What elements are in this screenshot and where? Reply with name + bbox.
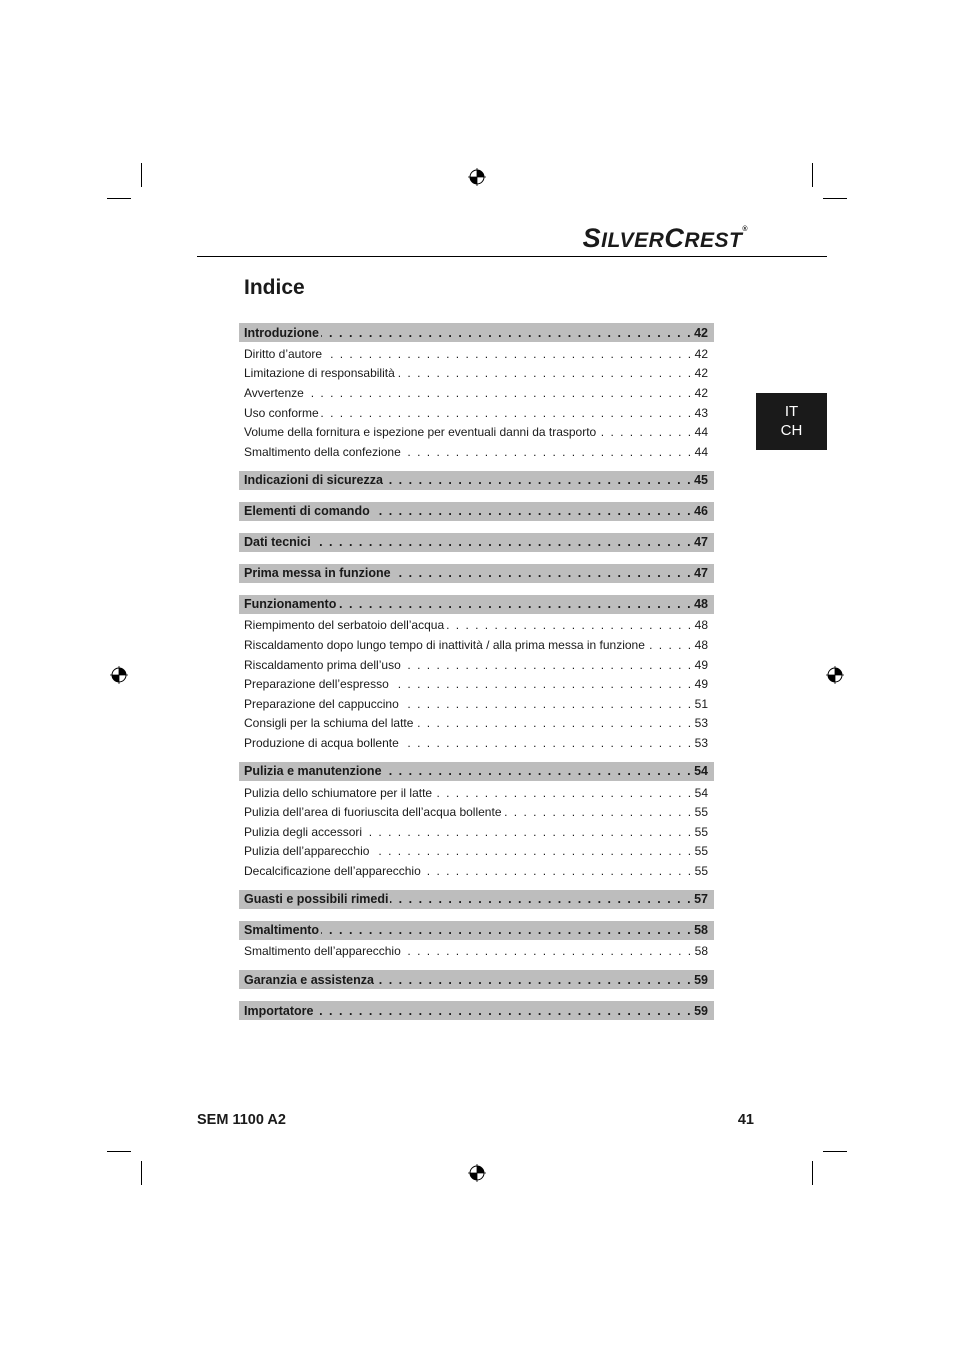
toc-leader-dots <box>321 326 692 340</box>
toc-entry-page: 54 <box>694 785 708 800</box>
toc-entry[interactable] <box>239 383 714 403</box>
toc-entry-page: 48 <box>694 618 708 633</box>
toc-section-title: Dati tecnici <box>244 535 311 550</box>
header-rule <box>197 256 827 257</box>
toc-leader-dots <box>393 566 693 580</box>
toc-entry[interactable] <box>239 364 714 384</box>
crop-mark <box>107 198 131 199</box>
toc-entry[interactable] <box>239 674 714 694</box>
toc-entry[interactable] <box>239 694 714 714</box>
registration-mark-icon <box>468 168 486 186</box>
table-of-contents <box>239 323 714 1032</box>
toc-entry[interactable] <box>239 655 714 675</box>
toc-section[interactable] <box>239 502 714 521</box>
toc-entry[interactable] <box>239 861 714 881</box>
toc-entry-page: 42 <box>694 346 708 361</box>
toc-entry-page: 55 <box>694 844 708 859</box>
toc-section-title: Funzionamento <box>244 597 337 612</box>
toc-leader-dots <box>401 736 693 750</box>
toc-entry-page: 48 <box>694 637 708 652</box>
toc-leader-dots <box>385 473 692 487</box>
toc-entry-title: Decalcificazione dell’apparecchio <box>244 863 421 878</box>
brand-logo: SILVERCREST® <box>582 223 748 253</box>
toc-entry-title: Riscaldamento prima dell’uso <box>244 657 401 672</box>
toc-leader-dots <box>364 825 693 839</box>
toc-entry-title: Produzione di acqua bollente <box>244 735 399 750</box>
toc-entry-title: Pulizia dello schiumatore per il latte <box>244 785 433 800</box>
toc-leader-dots <box>384 764 693 778</box>
registration-mark-icon <box>826 666 844 684</box>
toc-entry[interactable] <box>239 733 714 753</box>
toc-leader-dots <box>371 844 692 858</box>
toc-section[interactable] <box>239 890 714 909</box>
toc-leader-dots <box>321 406 693 420</box>
toc-leader-dots <box>372 504 692 518</box>
toc-entry-title: Preparazione dell’espresso <box>244 677 389 692</box>
crop-mark <box>141 163 142 187</box>
toc-leader-dots <box>647 638 693 652</box>
toc-entry-page: 49 <box>694 657 708 672</box>
toc-leader-dots <box>391 677 693 691</box>
toc-section-page: 45 <box>694 473 708 488</box>
toc-section-title: Garanzia e assistenza <box>244 972 374 987</box>
toc-entry[interactable] <box>239 942 714 962</box>
toc-entry-page: 49 <box>694 677 708 692</box>
toc-section-title: Importatore <box>244 1003 314 1018</box>
toc-entry[interactable] <box>239 344 714 364</box>
crop-mark <box>812 163 813 187</box>
toc-section-page: 54 <box>694 764 708 779</box>
toc-entry-page: 42 <box>694 385 708 400</box>
toc-leader-dots <box>403 658 693 672</box>
toc-entry[interactable] <box>239 842 714 862</box>
toc-entry-page: 53 <box>694 735 708 750</box>
toc-leader-dots <box>338 597 692 611</box>
language-tab <box>756 393 827 450</box>
toc-entry[interactable] <box>239 783 714 803</box>
toc-section-page: 46 <box>694 504 708 519</box>
toc-section[interactable] <box>239 970 714 989</box>
toc-leader-dots <box>403 445 693 459</box>
toc-entry-title: Pulizia degli accessori <box>244 824 363 839</box>
toc-section-page: 59 <box>694 1003 708 1018</box>
toc-entry[interactable] <box>239 822 714 842</box>
toc-entry-title: Limitazione di responsabilità <box>244 366 395 381</box>
toc-section-title: Elementi di comando <box>244 504 370 519</box>
toc-leader-dots <box>446 618 693 632</box>
toc-entry-page: 55 <box>694 805 708 820</box>
toc-section[interactable] <box>239 762 714 781</box>
toc-section-title: Smaltimento <box>244 923 320 938</box>
toc-section[interactable] <box>239 921 714 940</box>
toc-leader-dots <box>598 425 692 439</box>
toc-entry[interactable] <box>239 442 714 462</box>
toc-section-title: Indicazioni di sicurezza <box>244 473 383 488</box>
toc-leader-dots <box>315 1004 692 1018</box>
toc-entry-page: 51 <box>694 696 708 711</box>
toc-section-title: Introduzione <box>244 325 319 340</box>
toc-entry[interactable] <box>239 422 714 442</box>
crop-mark <box>823 198 847 199</box>
toc-section[interactable] <box>239 471 714 490</box>
toc-section-page: 47 <box>694 566 708 581</box>
crop-mark <box>812 1161 813 1185</box>
toc-entry-title: Volume della fornitura e ispezione per eventuali danni da trasporto <box>244 425 597 440</box>
language-code-ch: CH <box>780 422 803 439</box>
toc-leader-dots <box>415 716 692 730</box>
toc-entry-page: 43 <box>694 405 708 420</box>
toc-section-page: 48 <box>694 597 708 612</box>
toc-section-page: 57 <box>694 892 708 907</box>
toc-entry-title: Riempimento del serbatoio dell’acqua <box>244 618 445 633</box>
crop-mark <box>107 1151 131 1152</box>
toc-entry-title: Preparazione del cappuccino <box>244 696 399 711</box>
toc-leader-dots <box>434 786 693 800</box>
toc-section[interactable] <box>239 564 714 583</box>
toc-entry-title: Smaltimento della confezione <box>244 444 401 459</box>
toc-entry-title: Riscaldamento dopo lungo tempo di inattività / alla prima messa in funzione <box>244 637 645 652</box>
toc-section-title: Pulizia e manutenzione <box>244 764 382 779</box>
crop-mark <box>141 1161 142 1185</box>
toc-entry-page: 55 <box>694 863 708 878</box>
toc-entry[interactable] <box>239 616 714 636</box>
toc-section[interactable] <box>239 1001 714 1020</box>
toc-entry-page: 44 <box>694 425 708 440</box>
toc-entry-title: Uso conforme <box>244 405 319 420</box>
toc-entry-page: 53 <box>694 716 708 731</box>
toc-leader-dots <box>306 386 693 400</box>
toc-section-page: 59 <box>694 972 708 987</box>
toc-section[interactable] <box>239 323 714 342</box>
language-code-it: IT <box>784 403 799 420</box>
toc-entry-page: 42 <box>694 366 708 381</box>
toc-entry-title: Pulizia dell’area di fuoriuscita dell’acqua bollente <box>244 805 502 820</box>
toc-leader-dots <box>397 366 693 380</box>
toc-entry-title: Avvertenze <box>244 385 304 400</box>
page-title: Indice <box>244 276 305 299</box>
toc-entry-page: 58 <box>694 944 708 959</box>
toc-entry[interactable] <box>239 802 714 822</box>
registration-mark-icon <box>110 666 128 684</box>
toc-section-page: 42 <box>694 325 708 340</box>
toc-entry-page: 44 <box>694 444 708 459</box>
toc-entry-title: Pulizia dell’apparecchio <box>244 844 370 859</box>
toc-leader-dots <box>376 973 692 987</box>
registration-mark-icon <box>468 1164 486 1182</box>
crop-mark <box>823 1151 847 1152</box>
toc-section-page: 58 <box>694 923 708 938</box>
footer-model-number: SEM 1100 A2 <box>197 1112 286 1128</box>
toc-leader-dots <box>401 697 693 711</box>
toc-leader-dots <box>313 535 692 549</box>
toc-section-title: Guasti e possibili rimedi <box>244 892 389 907</box>
toc-entry-title: Diritto d’autore <box>244 346 323 361</box>
footer-page-number: 41 <box>737 1112 754 1128</box>
toc-leader-dots <box>321 923 692 937</box>
toc-entry[interactable] <box>239 714 714 734</box>
toc-section-title: Prima messa in funzione <box>244 566 391 581</box>
toc-entry[interactable] <box>239 635 714 655</box>
toc-leader-dots <box>403 944 693 958</box>
toc-entry[interactable] <box>239 403 714 423</box>
toc-entry-title: Smaltimento dell’apparecchio <box>244 944 401 959</box>
toc-section[interactable] <box>239 595 714 614</box>
toc-section[interactable] <box>239 533 714 552</box>
toc-leader-dots <box>324 347 693 361</box>
toc-entry-page: 55 <box>694 824 708 839</box>
toc-leader-dots <box>390 892 692 906</box>
toc-entry-title: Consigli per la schiuma del latte <box>244 716 414 731</box>
toc-section-page: 47 <box>694 535 708 550</box>
toc-leader-dots <box>423 864 693 878</box>
toc-leader-dots <box>504 805 693 819</box>
